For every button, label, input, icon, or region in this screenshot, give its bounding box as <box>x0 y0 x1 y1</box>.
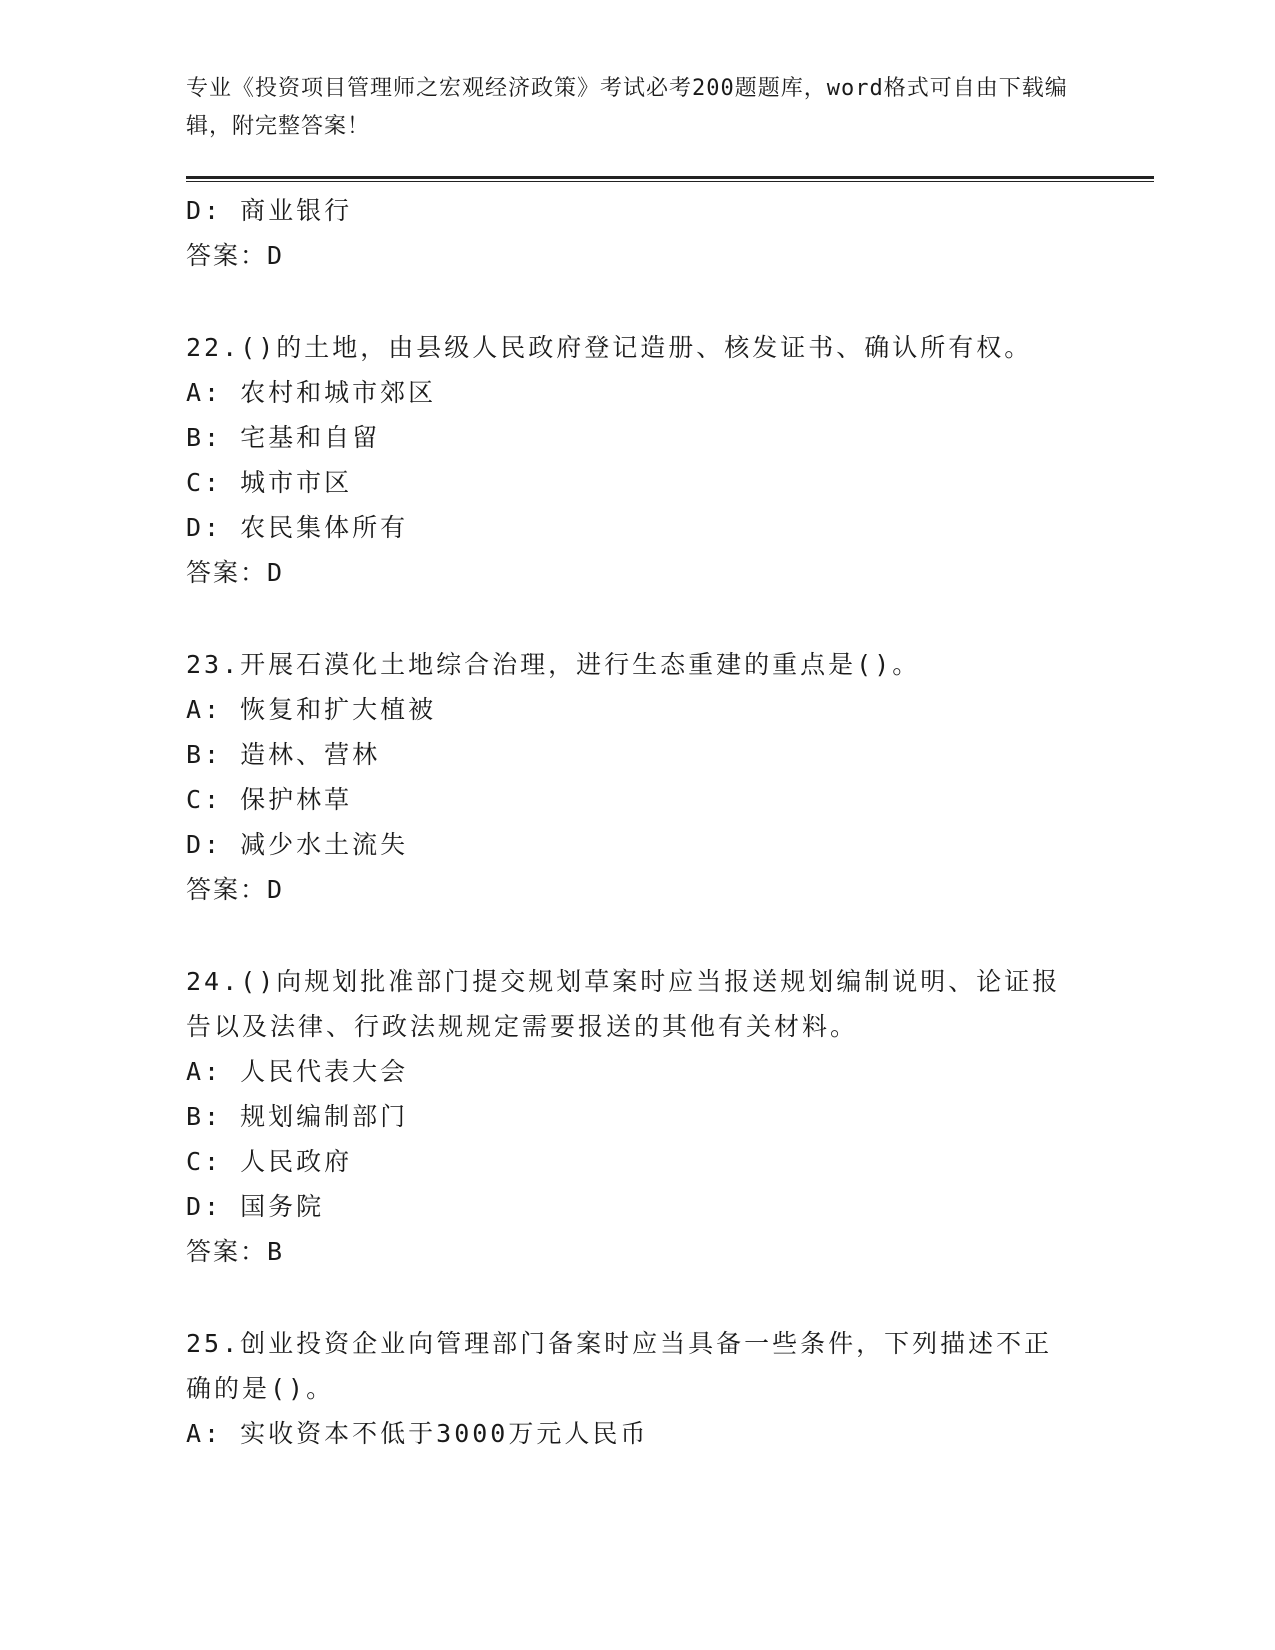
answer-value: D <box>267 558 285 587</box>
question-stem: 22.()的土地，由县级人民政府登记造册、核发证书、确认所有权。 <box>186 333 1033 362</box>
answer-value: D <box>267 241 285 270</box>
question-stem: 24.()向规划批准部门提交规划草案时应当报送规划编制说明、论证报告以及法律、行政法规规定需要报送的其他有关材料。 <box>186 967 1061 1041</box>
question-stem: 23.开展石漠化土地综合治理，进行生态重建的重点是()。 <box>186 650 921 679</box>
option-c: C: 人民政府 <box>186 1147 353 1176</box>
option-d: D: 农民集体所有 <box>186 513 409 542</box>
question-23 <box>186 642 1086 912</box>
answer <box>186 1229 1086 1274</box>
prev-option-d: D: 商业银行 <box>186 196 353 225</box>
option-a: A: 人民代表大会 <box>186 1057 409 1086</box>
answer-value: D <box>267 875 285 904</box>
header-divider <box>186 176 1154 182</box>
question-24 <box>186 959 1086 1274</box>
option-b: B: 造林、营林 <box>186 740 381 769</box>
option-a: A: 农村和城市郊区 <box>186 378 437 407</box>
answer <box>186 867 1086 912</box>
spacer <box>186 278 1086 325</box>
question-stem: 25.创业投资企业向管理部门备案时应当具备一些条件，下列描述不正确的是()。 <box>186 1329 1053 1403</box>
spacer <box>186 1274 1086 1321</box>
answer-label: 答案： <box>186 558 268 587</box>
answer-label: 答案： <box>186 1237 268 1266</box>
answer-label: 答案： <box>186 875 268 904</box>
question-25 <box>186 1321 1086 1456</box>
option-a: A: 恢复和扩大植被 <box>186 695 437 724</box>
option-b: B: 规划编制部门 <box>186 1102 409 1131</box>
answer-value: B <box>267 1237 285 1266</box>
option-c: C: 城市市区 <box>186 468 353 497</box>
spacer <box>186 912 1086 959</box>
spacer <box>186 595 1086 642</box>
option-d: D: 国务院 <box>186 1192 325 1221</box>
answer <box>186 550 1086 595</box>
question-22 <box>186 325 1086 595</box>
option-b: B: 宅基和自留 <box>186 423 381 452</box>
option-a: A: 实收资本不低于3000万元人民币 <box>186 1419 649 1448</box>
document-body <box>186 188 1086 1456</box>
prev-answer <box>186 233 1086 278</box>
answer-label: 答案： <box>186 241 268 270</box>
option-d: D: 减少水土流失 <box>186 830 409 859</box>
option-c: C: 保护林草 <box>186 785 353 814</box>
document-header: 专业《投资项目管理师之宏观经济政策》考试必考200题题库，word格式可自由下载编辑，附完整答案！ <box>186 76 1068 139</box>
